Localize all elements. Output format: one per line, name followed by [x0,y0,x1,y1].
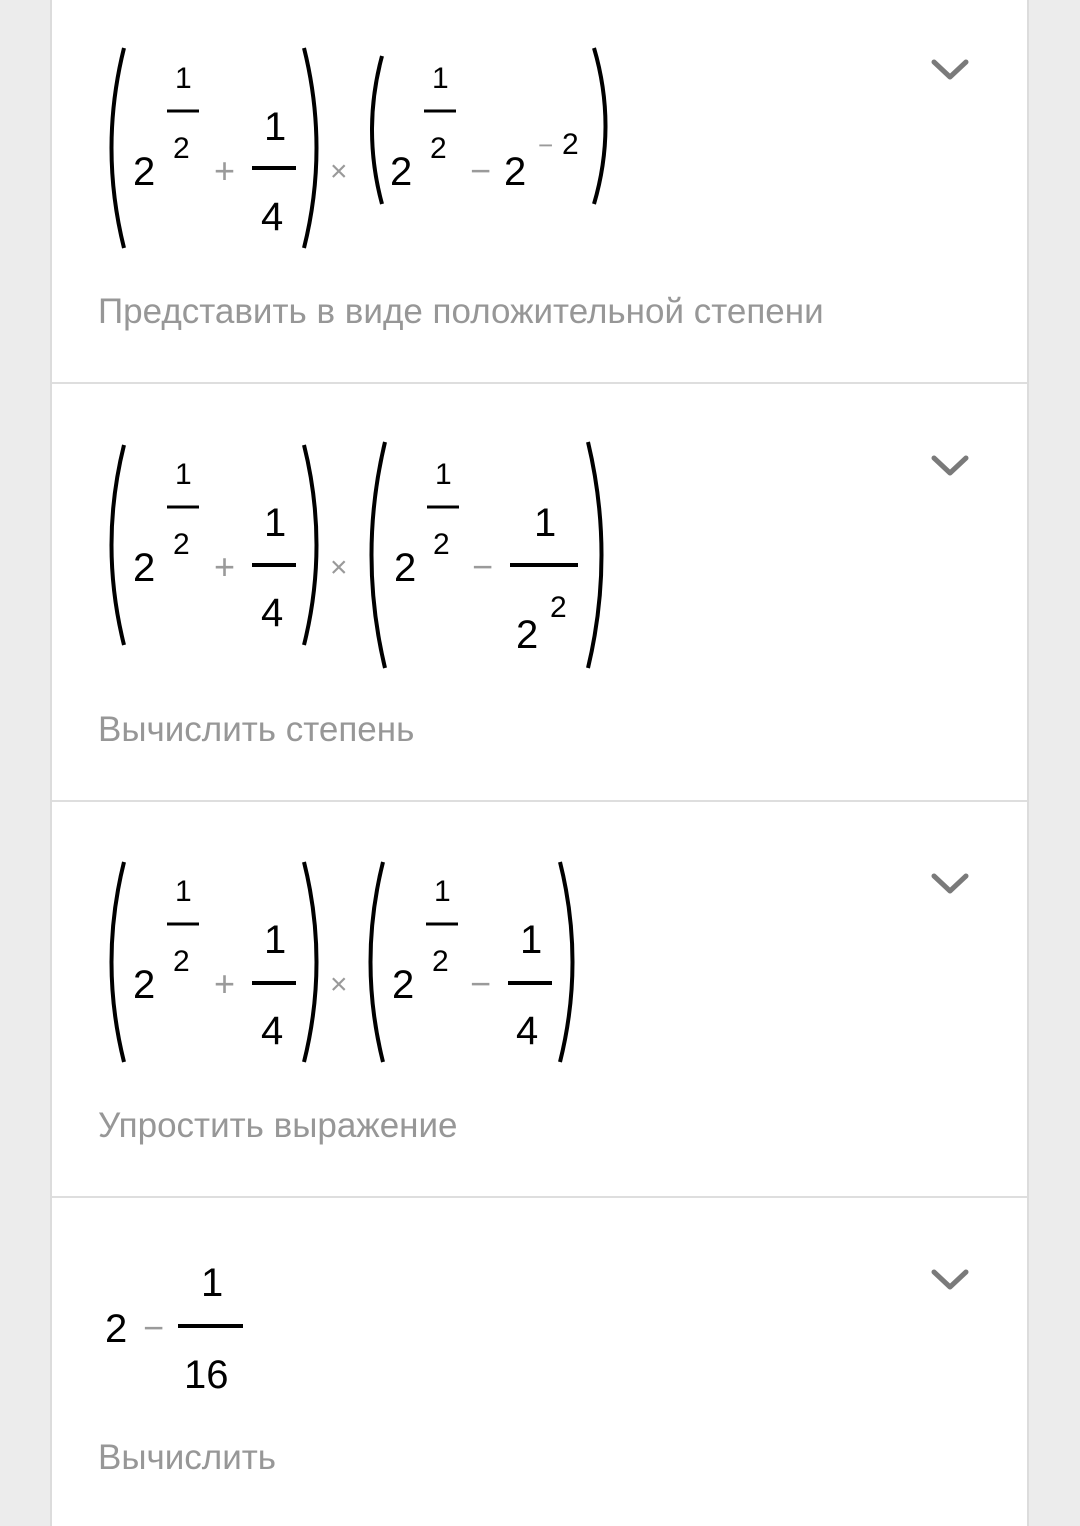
exponent: 2 [562,128,579,161]
step-action-label: Вычислить [98,1438,277,1477]
times-sign: × [330,155,348,188]
operator: + [214,546,236,587]
times-sign: × [330,968,348,1001]
frac-den: 4 [516,1009,539,1053]
base: 2 [390,150,413,194]
step-card-3[interactable] [50,802,1029,1198]
frac-den-base: 2 [516,613,539,657]
exp-den: 2 [173,528,190,561]
base: 2 [133,963,156,1007]
base: 2 [504,150,527,194]
exp-den: 2 [433,528,450,561]
paren-open [112,862,125,1062]
frac-den: 16 [184,1353,229,1397]
operator: + [214,150,236,191]
base: 2 [105,1307,128,1351]
exp-den: 2 [173,132,190,165]
exp-num: 1 [432,62,449,95]
exp-num: 1 [435,458,452,491]
exp-num: 1 [434,875,451,908]
operator: − [143,1307,165,1348]
paren-open [112,48,125,248]
frac-num: 1 [520,918,543,962]
base: 2 [133,150,156,194]
frac-num: 1 [264,105,287,149]
frac-num: 1 [201,1261,224,1305]
paren-close [304,48,317,248]
exp-sign: − [538,130,554,160]
exp-num: 1 [175,62,192,95]
step-action-label: Представить в виде положительной степени [98,292,824,331]
step-card-1[interactable] [50,0,1029,384]
paren-open [372,56,382,204]
exp-den: 2 [173,945,190,978]
step-action-label: Вычислить степень [98,710,415,749]
exp-num: 1 [175,458,192,491]
frac-num: 1 [264,501,287,545]
frac-den: 4 [261,1009,284,1053]
paren-close [560,862,573,1062]
base: 2 [394,546,417,590]
operator: − [470,963,492,1004]
chevron-down-icon[interactable] [930,872,970,896]
step-card-2[interactable] [50,384,1029,802]
frac-den: 4 [261,195,284,239]
chevron-down-icon[interactable] [930,58,970,82]
chevron-down-icon[interactable] [930,454,970,478]
operator: − [470,150,492,191]
exp-num: 1 [175,875,192,908]
frac-den: 4 [261,591,284,635]
paren-close [588,442,602,668]
frac-den-exp: 2 [550,591,567,624]
times-sign: × [330,551,348,584]
paren-open [372,442,386,668]
paren-open [112,445,125,645]
step-card-4[interactable] [50,1198,1029,1526]
frac-num: 1 [264,918,287,962]
paren-close [304,862,317,1062]
paren-close [304,445,317,645]
operator: + [214,963,236,1004]
chevron-down-icon[interactable] [930,1268,970,1292]
paren-close [594,48,606,204]
frac-num: 1 [534,501,557,545]
exp-den: 2 [430,132,447,165]
exp-den: 2 [432,945,449,978]
step-action-label: Упростить выражение [98,1106,458,1145]
operator: − [472,546,494,587]
base: 2 [392,963,415,1007]
base: 2 [133,546,156,590]
paren-open [371,862,384,1062]
